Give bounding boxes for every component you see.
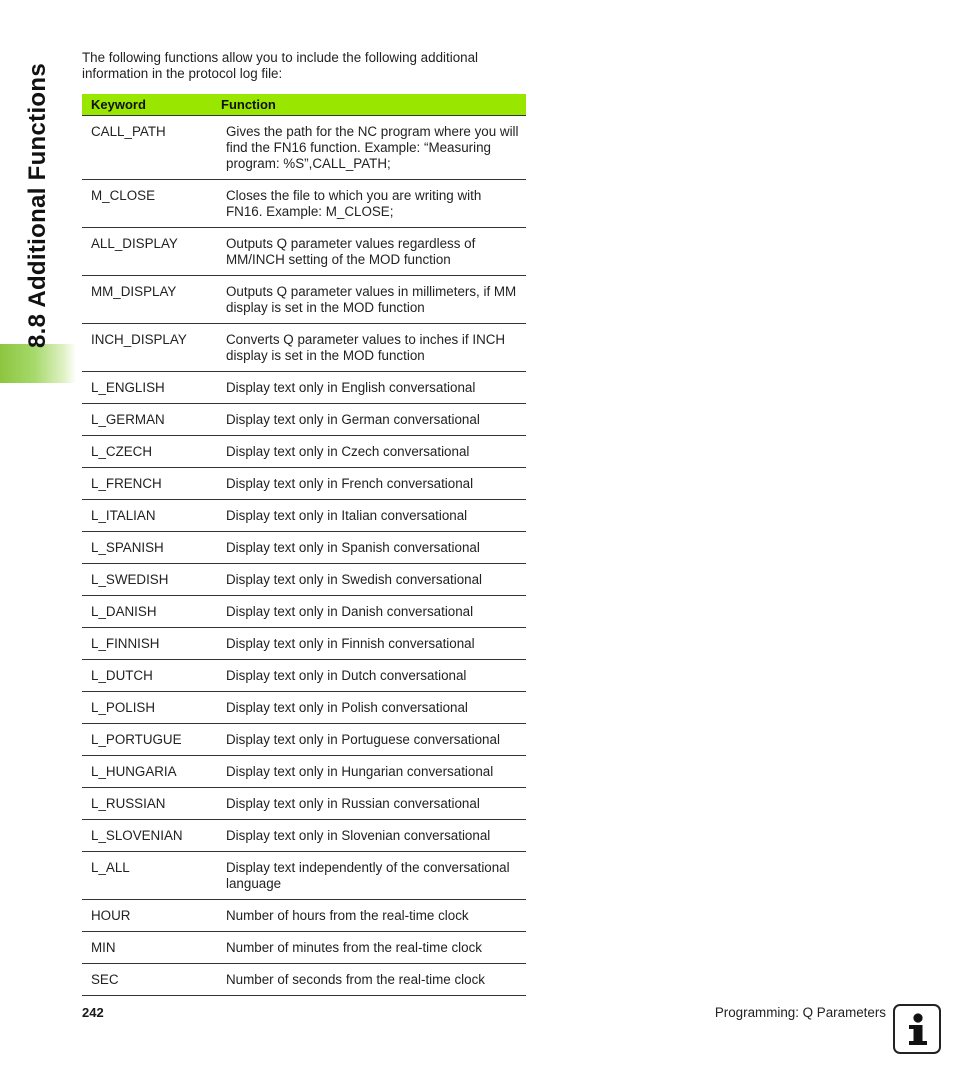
keyword-cell: M_CLOSE: [82, 180, 217, 228]
keyword-cell: L_RUSSIAN: [82, 788, 217, 820]
keyword-cell: SEC: [82, 964, 217, 996]
header-function: Function: [217, 94, 526, 116]
keyword-cell: CALL_PATH: [82, 116, 217, 180]
table-row: [82, 788, 526, 820]
keyword-cell: ALL_DISPLAY: [82, 228, 217, 276]
function-cell: Display text only in Slovenian conversational: [217, 820, 526, 852]
header-keyword: Keyword: [82, 94, 217, 116]
function-cell: Display text only in Spanish conversational: [217, 532, 526, 564]
table-row: [82, 500, 526, 532]
table-row: [82, 596, 526, 628]
table-body: [82, 116, 526, 996]
table-row: [82, 468, 526, 500]
table-row: [82, 372, 526, 404]
function-cell: Display text only in Hungarian conversational: [217, 756, 526, 788]
keyword-cell: L_SPANISH: [82, 532, 217, 564]
keyword-cell: L_HUNGARIA: [82, 756, 217, 788]
function-cell: Outputs Q parameter values in millimeters, if MM display is set in the MOD function: [217, 276, 526, 324]
function-cell: Number of seconds from the real-time clock: [217, 964, 526, 996]
keyword-cell: L_ENGLISH: [82, 372, 217, 404]
function-cell: Display text only in Dutch conversational: [217, 660, 526, 692]
keyword-cell: L_SLOVENIAN: [82, 820, 217, 852]
keyword-cell: L_FRENCH: [82, 468, 217, 500]
info-icon[interactable]: [893, 1004, 941, 1054]
function-cell: Display text only in Italian conversational: [217, 500, 526, 532]
keyword-cell: L_CZECH: [82, 436, 217, 468]
keyword-cell: MIN: [82, 932, 217, 964]
function-cell: Display text only in Portuguese conversational: [217, 724, 526, 756]
table-row: [82, 756, 526, 788]
keyword-cell: HOUR: [82, 900, 217, 932]
keyword-cell: L_ITALIAN: [82, 500, 217, 532]
function-cell: Closes the file to which you are writing with FN16. Example: M_CLOSE;: [217, 180, 526, 228]
function-cell: Display text only in Finnish conversational: [217, 628, 526, 660]
table-row: [82, 852, 526, 900]
function-cell: Display text independently of the conversational language: [217, 852, 526, 900]
table-row: [82, 324, 526, 372]
keyword-cell: L_DUTCH: [82, 660, 217, 692]
table-row: [82, 564, 526, 596]
function-cell: Display text only in Polish conversational: [217, 692, 526, 724]
function-cell: Display text only in English conversational: [217, 372, 526, 404]
keyword-cell: L_SWEDISH: [82, 564, 217, 596]
table-row: [82, 532, 526, 564]
footer-title: Programming: Q Parameters: [714, 1005, 886, 1020]
function-cell: Gives the path for the NC program where you will find the FN16 function. Example: “Measuring program: %S”,CALL_PATH;: [217, 116, 526, 180]
table-row: [82, 276, 526, 324]
function-cell: Display text only in Russian conversational: [217, 788, 526, 820]
table-row: [82, 820, 526, 852]
table-row: [82, 180, 526, 228]
keyword-cell: L_FINNISH: [82, 628, 217, 660]
chapter-tab-marker: [0, 344, 76, 383]
intro-paragraph: The following functions allow you to include the following additional information in the protocol log file:: [82, 50, 479, 81]
keyword-table: [82, 94, 526, 996]
keyword-cell: L_POLISH: [82, 692, 217, 724]
table-row: [82, 964, 526, 996]
page-number: 242: [82, 1005, 104, 1020]
table-row: [82, 692, 526, 724]
keyword-cell: L_DANISH: [82, 596, 217, 628]
function-cell: Display text only in German conversational: [217, 404, 526, 436]
table-header-row: [82, 94, 526, 116]
table-row: [82, 724, 526, 756]
table-row: [82, 932, 526, 964]
table-row: [82, 116, 526, 180]
function-cell: Number of hours from the real-time clock: [217, 900, 526, 932]
function-cell: Converts Q parameter values to inches if INCH display is set in the MOD function: [217, 324, 526, 372]
chapter-title: 8.8 Additional Functions: [24, 63, 51, 348]
function-cell: Display text only in Czech conversational: [217, 436, 526, 468]
table-row: [82, 404, 526, 436]
table-row: [82, 900, 526, 932]
table-row: [82, 436, 526, 468]
keyword-cell: L_ALL: [82, 852, 217, 900]
table-row: [82, 228, 526, 276]
function-cell: Display text only in Swedish conversational: [217, 564, 526, 596]
table-row: [82, 660, 526, 692]
keyword-cell: INCH_DISPLAY: [82, 324, 217, 372]
function-cell: Outputs Q parameter values regardless of MM/INCH setting of the MOD function: [217, 228, 526, 276]
keyword-cell: MM_DISPLAY: [82, 276, 217, 324]
table-row: [82, 628, 526, 660]
function-cell: Number of minutes from the real-time clock: [217, 932, 526, 964]
function-cell: Display text only in Danish conversational: [217, 596, 526, 628]
keyword-cell: L_GERMAN: [82, 404, 217, 436]
keyword-cell: L_PORTUGUE: [82, 724, 217, 756]
function-cell: Display text only in French conversational: [217, 468, 526, 500]
